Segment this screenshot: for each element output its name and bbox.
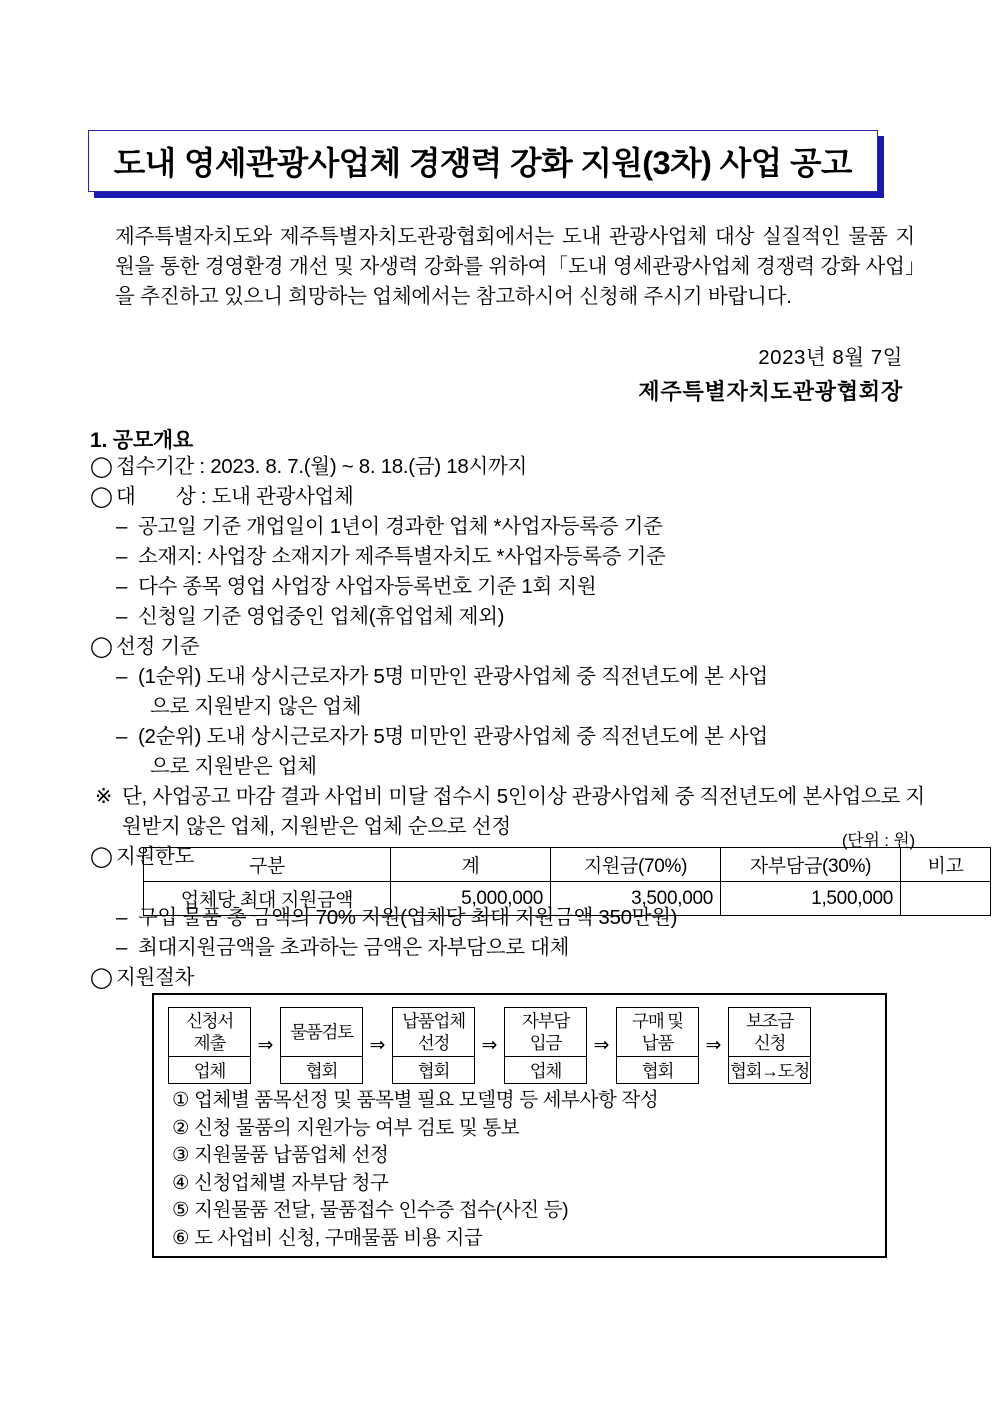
- criteria-item-1-line2: 으로 지원받지 않은 업체: [150, 695, 362, 718]
- flow-node-line1: 보조금: [745, 1011, 794, 1031]
- target-detail-item: [90, 542, 920, 572]
- flow-node-label: [505, 1008, 586, 1056]
- flow-node-line1: 신청서: [185, 1011, 234, 1031]
- step-number: ②: [172, 1116, 190, 1139]
- flow-node-line1: 구매 및: [632, 1011, 683, 1031]
- intro-text: 제주특별자치도와 제주특별자치도관광협회에서는 도내 관광사업체 대상 실질적인 물품 지원을 통한 경영환경 개선 및 자생력 강화를 위하여「도내 영세관광사업체 경쟁력 강화 사업」을 추진하고 있으니 희망하는 업체에서는 참고하시어 신청해 주시기 바랍니다.: [115, 225, 915, 308]
- section-1-heading: 1. 공모개요: [90, 429, 194, 452]
- circle-marker-icon: ◯: [90, 635, 113, 658]
- circle-marker-icon: ◯: [90, 845, 113, 868]
- step-number: ⑥: [172, 1226, 190, 1249]
- intro-paragraph: [115, 222, 915, 312]
- flow-node-purchase-delivery: [616, 1007, 699, 1084]
- flow-node-actor: 협회: [393, 1056, 474, 1083]
- flowchart-step-item: [172, 1225, 872, 1253]
- criteria-title-item: [90, 632, 920, 662]
- step-text: 신청업체별 자부담 청구: [194, 1171, 389, 1194]
- process-title-text: 지원절차: [116, 966, 195, 989]
- target-detail-item: [90, 512, 920, 542]
- support-limit-title-text: 지원한도: [116, 845, 195, 868]
- criteria-title-text: 선정 기준: [116, 635, 200, 658]
- table-cell-total: 5,000,000: [391, 882, 551, 916]
- criteria-item-2: [90, 722, 920, 752]
- arrow-right-icon: ⇒: [481, 1035, 498, 1056]
- step-text: 업체별 품목선정 및 품목별 필요 모델명 등 세부사항 작성: [194, 1089, 659, 1111]
- flow-node-actor: 업체: [505, 1056, 586, 1083]
- flow-node-label: [617, 1008, 698, 1056]
- flow-node-line2: 선정: [417, 1033, 450, 1053]
- target-text: 대 상 : 도내 관광사업체: [116, 485, 354, 508]
- dash-marker-icon: –: [116, 575, 128, 598]
- flow-node-line2: 입금: [529, 1033, 562, 1053]
- table-header-remarks: 비고: [901, 848, 991, 882]
- circle-marker-icon: ◯: [90, 966, 113, 989]
- dash-marker-icon: –: [116, 906, 128, 929]
- announcement-date: 2023년 8월 7일: [758, 346, 903, 369]
- table-header-support: 지원금(70%): [551, 848, 721, 882]
- step-text: 신청 물품의 지원가능 여부 검토 및 통보: [194, 1116, 520, 1139]
- flow-node-line1: 물품검토: [290, 1022, 353, 1042]
- dash-marker-icon: –: [116, 665, 128, 688]
- table-header-total: 계: [391, 848, 551, 882]
- flow-node-subsidy-request: [728, 1007, 811, 1084]
- flow-node-line1: 납품업체: [402, 1011, 465, 1031]
- title-banner-box: [88, 130, 878, 192]
- flow-node-line2: 신청: [753, 1033, 786, 1053]
- flowchart-step-item: [172, 1170, 872, 1198]
- target-detail-text: 공고일 기준 개업일이 1년이 경과한 업체 *사업자등록증 기준: [138, 515, 663, 538]
- flowchart-step-item: [172, 1087, 872, 1115]
- dash-marker-icon: –: [116, 605, 128, 628]
- table-cell-self-pay: 1,500,000: [721, 882, 901, 916]
- flowchart-step-item: [172, 1197, 872, 1225]
- table-cell-support: 3,500,000: [551, 882, 721, 916]
- flow-node-goods-review: [280, 1007, 363, 1084]
- step-number: ③: [172, 1144, 190, 1166]
- arrow-right-icon: ⇒: [257, 1035, 274, 1056]
- flow-node-actor: 업체: [169, 1056, 250, 1083]
- asterisk-marker-icon: ※: [95, 785, 112, 808]
- page-title: 도내 영세관광사업체 경쟁력 강화 지원(3차) 사업 공고: [113, 145, 853, 181]
- flow-node-line2: 납품: [641, 1033, 674, 1053]
- support-process-flowchart: [152, 993, 887, 1258]
- criteria-item-1-line1: (1순위) 도내 상시근로자가 5명 미만인 관광사업체 중 직전년도에 본 사업: [138, 665, 768, 688]
- target-detail-item: [90, 572, 920, 602]
- table-unit-label: (단위 : 원): [841, 831, 915, 850]
- step-number: ⑤: [172, 1199, 190, 1221]
- dash-marker-icon: –: [116, 545, 128, 568]
- flow-node-label: [729, 1008, 810, 1056]
- target-detail-text: 다수 종목 영업 사업장 사업자등록번호 기준 1회 지원: [138, 575, 597, 598]
- criteria-item-1: [90, 662, 920, 692]
- application-period-text: 접수기간 : 2023. 8. 7.(월) ~ 8. 18.(금) 18시까지: [116, 455, 527, 478]
- step-number: ①: [172, 1089, 190, 1111]
- dash-marker-icon: –: [116, 725, 128, 748]
- flowchart-step-item: [172, 1142, 872, 1170]
- target-detail-text: 신청일 기준 영업중인 업체(휴업업체 제외): [138, 605, 505, 628]
- table-header-self-pay: 자부담금(30%): [721, 848, 901, 882]
- circle-marker-icon: ◯: [90, 485, 113, 508]
- flow-node-line2: 제출: [193, 1033, 226, 1053]
- flow-node-actor: 협회→도청: [729, 1056, 810, 1083]
- criteria-note-line1: 단, 사업공고 마감 결과 사업비 미달 접수시 5인이상 관광사업체 중 직전년도에: [122, 785, 798, 808]
- arrow-right-icon: ⇒: [369, 1035, 386, 1056]
- section-1-body: [90, 452, 925, 872]
- step-text: 지원물품 납품업체 선정: [194, 1144, 389, 1166]
- flow-node-application-submit: [168, 1007, 251, 1084]
- flowchart-step-list: [172, 1087, 872, 1252]
- table-header-row: [144, 848, 991, 882]
- arrow-right-icon: ⇒: [705, 1035, 722, 1056]
- limit-note-item: [90, 933, 920, 963]
- process-title-item: [90, 963, 920, 993]
- criteria-item-2-line1: (2순위) 도내 상시근로자가 5명 미만인 관광사업체 중 직전년도에 본 사업: [138, 725, 768, 748]
- dash-marker-icon: –: [116, 515, 128, 538]
- flow-node-label: [281, 1008, 362, 1056]
- flow-node-label: [393, 1008, 474, 1056]
- target-detail-item: [90, 602, 920, 632]
- target-detail-text: 소재지: 사업장 소재지가 제주특별자치도 *사업자등록증 기준: [138, 545, 666, 568]
- step-text: 도 사업비 신청, 구매물품 비용 지급: [194, 1226, 483, 1249]
- application-period-item: [90, 452, 920, 482]
- flow-node-supplier-selection: [392, 1007, 475, 1084]
- step-text: 지원물품 전달, 물품접수 인수증 접수(사진 등): [194, 1199, 569, 1221]
- support-limit-notes: [90, 903, 920, 993]
- flow-node-self-payment: [504, 1007, 587, 1084]
- criteria-item-2-line2: 으로 지원받은 업체: [150, 755, 317, 778]
- table-header-category: 구분: [144, 848, 391, 882]
- flowchart-node-row: [168, 1007, 811, 1084]
- dash-marker-icon: –: [116, 936, 128, 959]
- step-number: ④: [172, 1171, 190, 1194]
- limit-note-text: 최대지원금액을 초과하는 금액은 자부담으로 대체: [138, 936, 570, 959]
- limit-note-text: 구입 물품 총 금액의 70% 지원(업체당 최대 지원금액 350만원): [138, 906, 678, 929]
- arrow-right-icon: ⇒: [593, 1035, 610, 1056]
- flowchart-step-item: [172, 1115, 872, 1143]
- issuer-signature: 제주특별자치도관광협회장: [638, 379, 903, 404]
- flow-node-line1: 자부담: [521, 1011, 570, 1031]
- criteria-note-line2: 본사업으로 지원받지 않은 업체, 지원받은 업체 순으로 선정: [122, 785, 925, 838]
- table-cell-category: 업체당 최대 지원금액: [144, 882, 391, 916]
- flow-node-actor: 협회: [281, 1056, 362, 1083]
- target-item: [90, 482, 920, 512]
- circle-marker-icon: ◯: [90, 455, 113, 478]
- flow-node-label: [169, 1008, 250, 1056]
- limit-note-item: [90, 903, 920, 933]
- flow-node-actor: 협회: [617, 1056, 698, 1083]
- document-title-banner: [88, 130, 878, 192]
